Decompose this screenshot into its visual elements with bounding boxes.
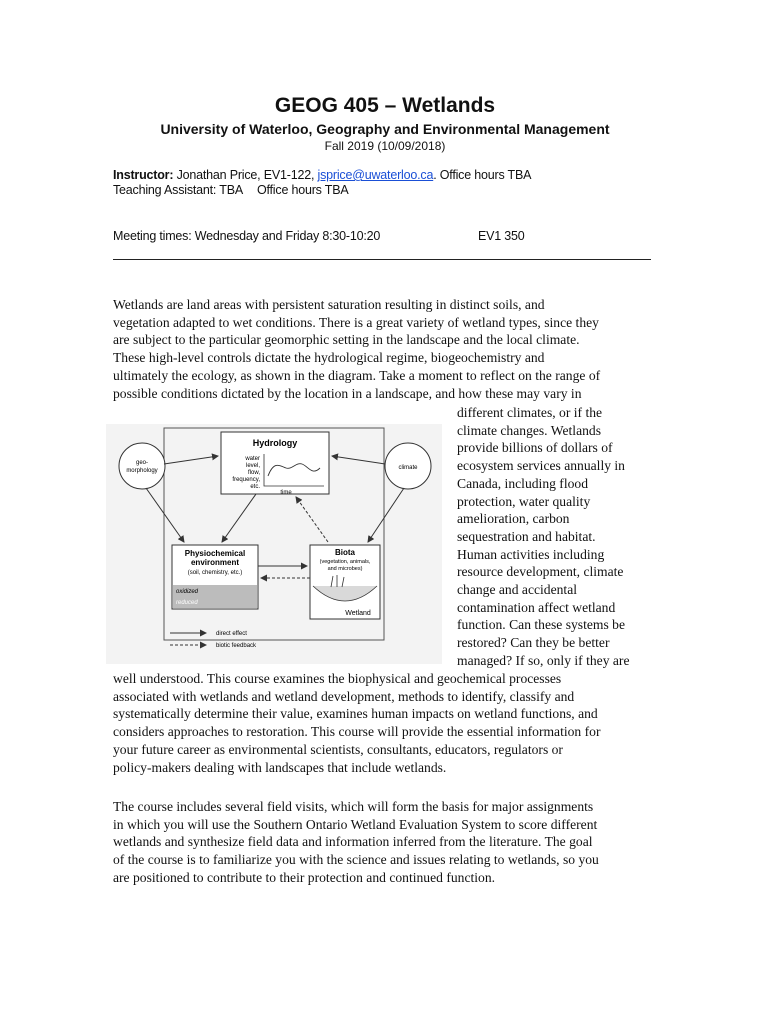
text-line: well understood. This course examines the biophysical and geochemical processes [113,671,562,686]
intro-paragraph-top [113,296,600,402]
text-line: policy-makers dealing with landscapes that include wetlands. [113,759,447,775]
text-line: ecosystem services annually in [457,458,625,474]
text-line: possible conditions dictated by the location in a landscape, and how these may vary in [113,385,582,401]
text-line: sequestration and habitat. [457,528,596,544]
text-line: associated with wetlands and wetland development, methods to identify, classify and [113,688,575,704]
fieldwork-paragraph [113,798,599,887]
hydrology-label: Hydrology [252,438,298,448]
ta-office-hours: Office hours TBA [256,183,349,197]
instructor-label: Instructor: [113,168,174,182]
instructor-line [113,168,531,182]
time-axis-label: time [280,490,292,496]
wetland-controls-diagram [106,424,442,664]
instructor-email-link[interactable]: jsprice@uwaterloo.ca [317,168,434,182]
text-line: vegetation adapted to wet conditions. There is a great variety of wetland types, since they [113,314,599,330]
hydro-axis-label: frequency, [232,477,260,483]
text-line: are subject to the particular geomorphic setting in the landscape and the local climate. [113,332,580,348]
meeting-room: EV1 350 [478,229,525,243]
physiochemical-sublabel: (soil, chemistry, etc.) [187,570,243,576]
hydro-axis-label: etc. [250,484,260,490]
text-line: considers approaches to restoration. This course will provide the essential information for [113,724,601,740]
text-line: Canada, including flood [457,475,588,491]
biota-sublabel: and microbes) [327,566,363,572]
course-term: Fall 2019 (10/09/2018) [324,139,446,153]
climate-label: climate [398,465,418,471]
instructor-info: Jonathan Price, EV1-122, [173,168,318,182]
ta-info: Teaching Assistant: TBA [113,183,243,197]
intro-paragraph-bottom [113,670,600,776]
geomorphology-label: morphology [126,468,158,474]
text-line: ultimately the ecology, as shown in the diagram. Take a moment to reflect on the range of [113,367,601,383]
text-line: amelioration, carbon [457,511,570,527]
intro-paragraph-wrap [457,404,630,670]
hydro-axis-label: water [245,456,260,462]
geomorphology-node [119,443,165,489]
text-line: The course includes several field visits, which will form the basis for major assignments [113,799,594,814]
legend-direct-label: direct effect [216,631,247,637]
text-line: are positioned to contribute to their protection and continued function. [113,869,496,885]
wetland-label: Wetland [345,610,371,617]
text-line: resource development, climate [457,564,624,580]
course-subtitle: University of Waterloo, Geography and Environmental Management [160,121,610,137]
geomorphology-label: geo- [135,460,149,466]
text-line: protection, water quality [457,493,591,509]
text-line: systematically determine their value, examines human impacts on wetland functions, and [113,706,598,722]
text-line: function. Can these systems be [457,617,626,633]
physiochemical-label: environment [190,558,240,567]
biota-sublabel: (vegetation, animals, [319,559,371,565]
page-title: GEOG 405 – Wetlands [274,94,496,117]
physiochemical-label: Physiochemical [184,549,246,558]
ta-line [113,183,349,197]
text-line: in which you will use the Southern Ontario Wetland Evaluation System to score different [113,816,598,832]
text-line: climate changes. Wetlands [457,422,601,438]
hydro-axis-label: level, [245,463,260,469]
legend-biotic-label: biotic feedback [216,643,257,649]
text-line: Wetlands are land areas with persistent saturation resulting in distinct soils, and [113,297,545,312]
meeting-times: Meeting times: Wednesday and Friday 8:30-10:20 [113,229,381,243]
text-line: your future career as environmental scientists, consultants, educators, regulators or [113,741,563,757]
text-line: Human activities including [457,546,605,562]
instructor-office-hours: . Office hours TBA [433,168,532,182]
text-line: contamination affect wetland [457,599,616,615]
oxidized-label: oxidized [176,589,199,595]
text-line: restored? Can they be better [457,635,610,651]
hydro-axis-label: flow, [247,470,260,476]
text-line: wetlands and synthesize field data and information inferred from the literature. The goal [113,834,593,850]
text-line: managed? If so, only if they are [457,652,630,668]
text-line: These high-level controls dictate the hydrological regime, biogeochemistry and [113,350,545,366]
biota-label: Biota [335,548,355,557]
text-line: of the course is to familiarize you with the science and issues relating to wetlands, so you [113,852,599,868]
text-line: change and accidental [457,582,578,598]
header-divider [113,259,651,260]
text-line: provide billions of dollars of [457,440,613,456]
reduced-label: reduced [176,600,198,606]
text-line: different climates, or if the [457,405,603,420]
